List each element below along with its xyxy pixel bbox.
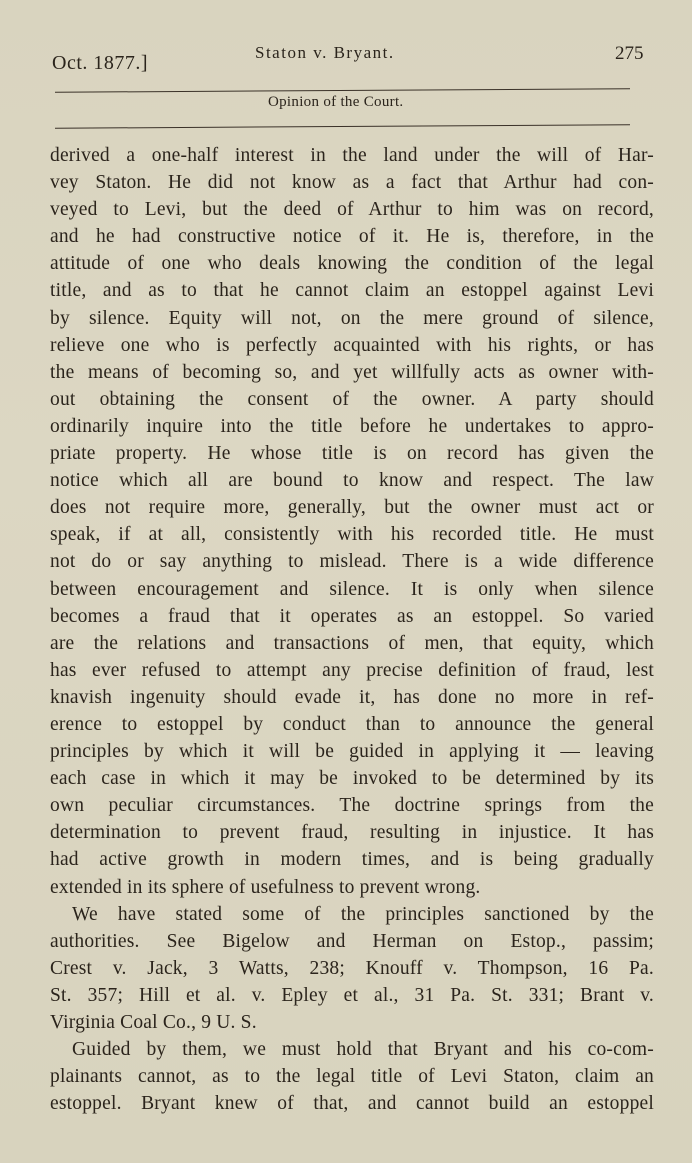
text-line: Crest v. Jack, 3 Watts, 238; Knouff v. Thompson, 16 Pa.: [50, 957, 654, 979]
text-line: the means of becoming so, and yet willfully acts as owner with-: [50, 361, 654, 383]
text-line: extended in its sphere of usefulness to prevent wrong.: [50, 876, 481, 898]
text-line: priate property. He whose title is on record has given the: [50, 443, 654, 465]
text-line: ordinarily inquire into the title before he undertakes to appro-: [50, 415, 654, 437]
text-line: not do or say anything to mislead. There is a wide difference: [50, 551, 654, 573]
text-line: vey Staton. He did not know as a fact that Arthur had con-: [50, 172, 654, 194]
text-line: We have stated some of the principles sanctioned by the: [72, 903, 654, 925]
text-line: and he had constructive notice of it. He is, therefore, in the: [50, 226, 654, 248]
text-line: determination to prevent fraud, resulting in injustice. It has: [50, 822, 654, 844]
text-line: notice which all are bound to know and respect. The law: [50, 470, 654, 492]
text-line: St. 357; Hill et al. v. Epley et al., 31 Pa. St. 331; Brant v.: [50, 984, 654, 1006]
text-line: Virginia Coal Co., 9 U. S.: [50, 1012, 257, 1033]
section-subheading: Opinion of the Court.: [268, 94, 404, 110]
text-line: each case in which it may be invoked to be determined by its: [50, 768, 654, 790]
text-line: authorities. See Bigelow and Herman on Estop., passim;: [50, 930, 654, 952]
text-line: erence to estoppel by conduct than to announce the general: [50, 713, 654, 735]
text-line: principles by which it will be guided in applying it — leaving: [50, 741, 654, 763]
opinion-text: [50, 142, 654, 1117]
text-line: speak, if at all, consistently with his recorded title. He must: [50, 524, 654, 546]
text-line: are the relations and transactions of men, that equity, which: [50, 632, 654, 654]
text-line: relieve one who is perfectly acquainted with his rights, or has: [50, 334, 654, 356]
page-number: 275: [615, 43, 644, 64]
text-line: estoppel. Bryant knew of that, and cannot build an estoppel: [50, 1093, 654, 1115]
text-line: plainants cannot, as to the legal title of Levi Staton, claim an: [50, 1066, 654, 1088]
text-line: derived a one-half interest in the land under the will of Har-: [50, 145, 654, 166]
text-line: Guided by them, we must hold that Bryant and his co-com-: [72, 1039, 654, 1061]
text-line: between encouragement and silence. It is only when silence: [50, 578, 654, 600]
text-line: out obtaining the consent of the owner. A party should: [50, 388, 654, 410]
header-case-title: Staton v. Bryant.: [255, 43, 395, 62]
text-line: becomes a fraud that it operates as an estoppel. So varied: [50, 605, 654, 627]
text-line: own peculiar circumstances. The doctrine springs from the: [50, 795, 654, 817]
text-line: by silence. Equity will not, on the mere ground of silence,: [50, 307, 654, 329]
text-line: has ever refused to attempt any precise definition of fraud, lest: [50, 659, 654, 681]
text-line: veyed to Levi, but the deed of Arthur to him was on record,: [50, 199, 654, 221]
text-line: title, and as to that he cannot claim an estoppel against Levi: [50, 280, 654, 302]
text-line: does not require more, generally, but the owner must act or: [50, 497, 654, 519]
header-rule-bottom: [55, 124, 630, 129]
header-rule-top: [55, 88, 630, 93]
text-line: attitude of one who deals knowing the condition of the legal: [50, 253, 654, 275]
text-line: knavish ingenuity should evade it, has done no more in ref-: [50, 686, 654, 708]
running-header: [0, 38, 692, 78]
text-line: had active growth in modern times, and is being gradually: [50, 849, 654, 871]
header-date: Oct. 1877.]: [52, 52, 149, 74]
